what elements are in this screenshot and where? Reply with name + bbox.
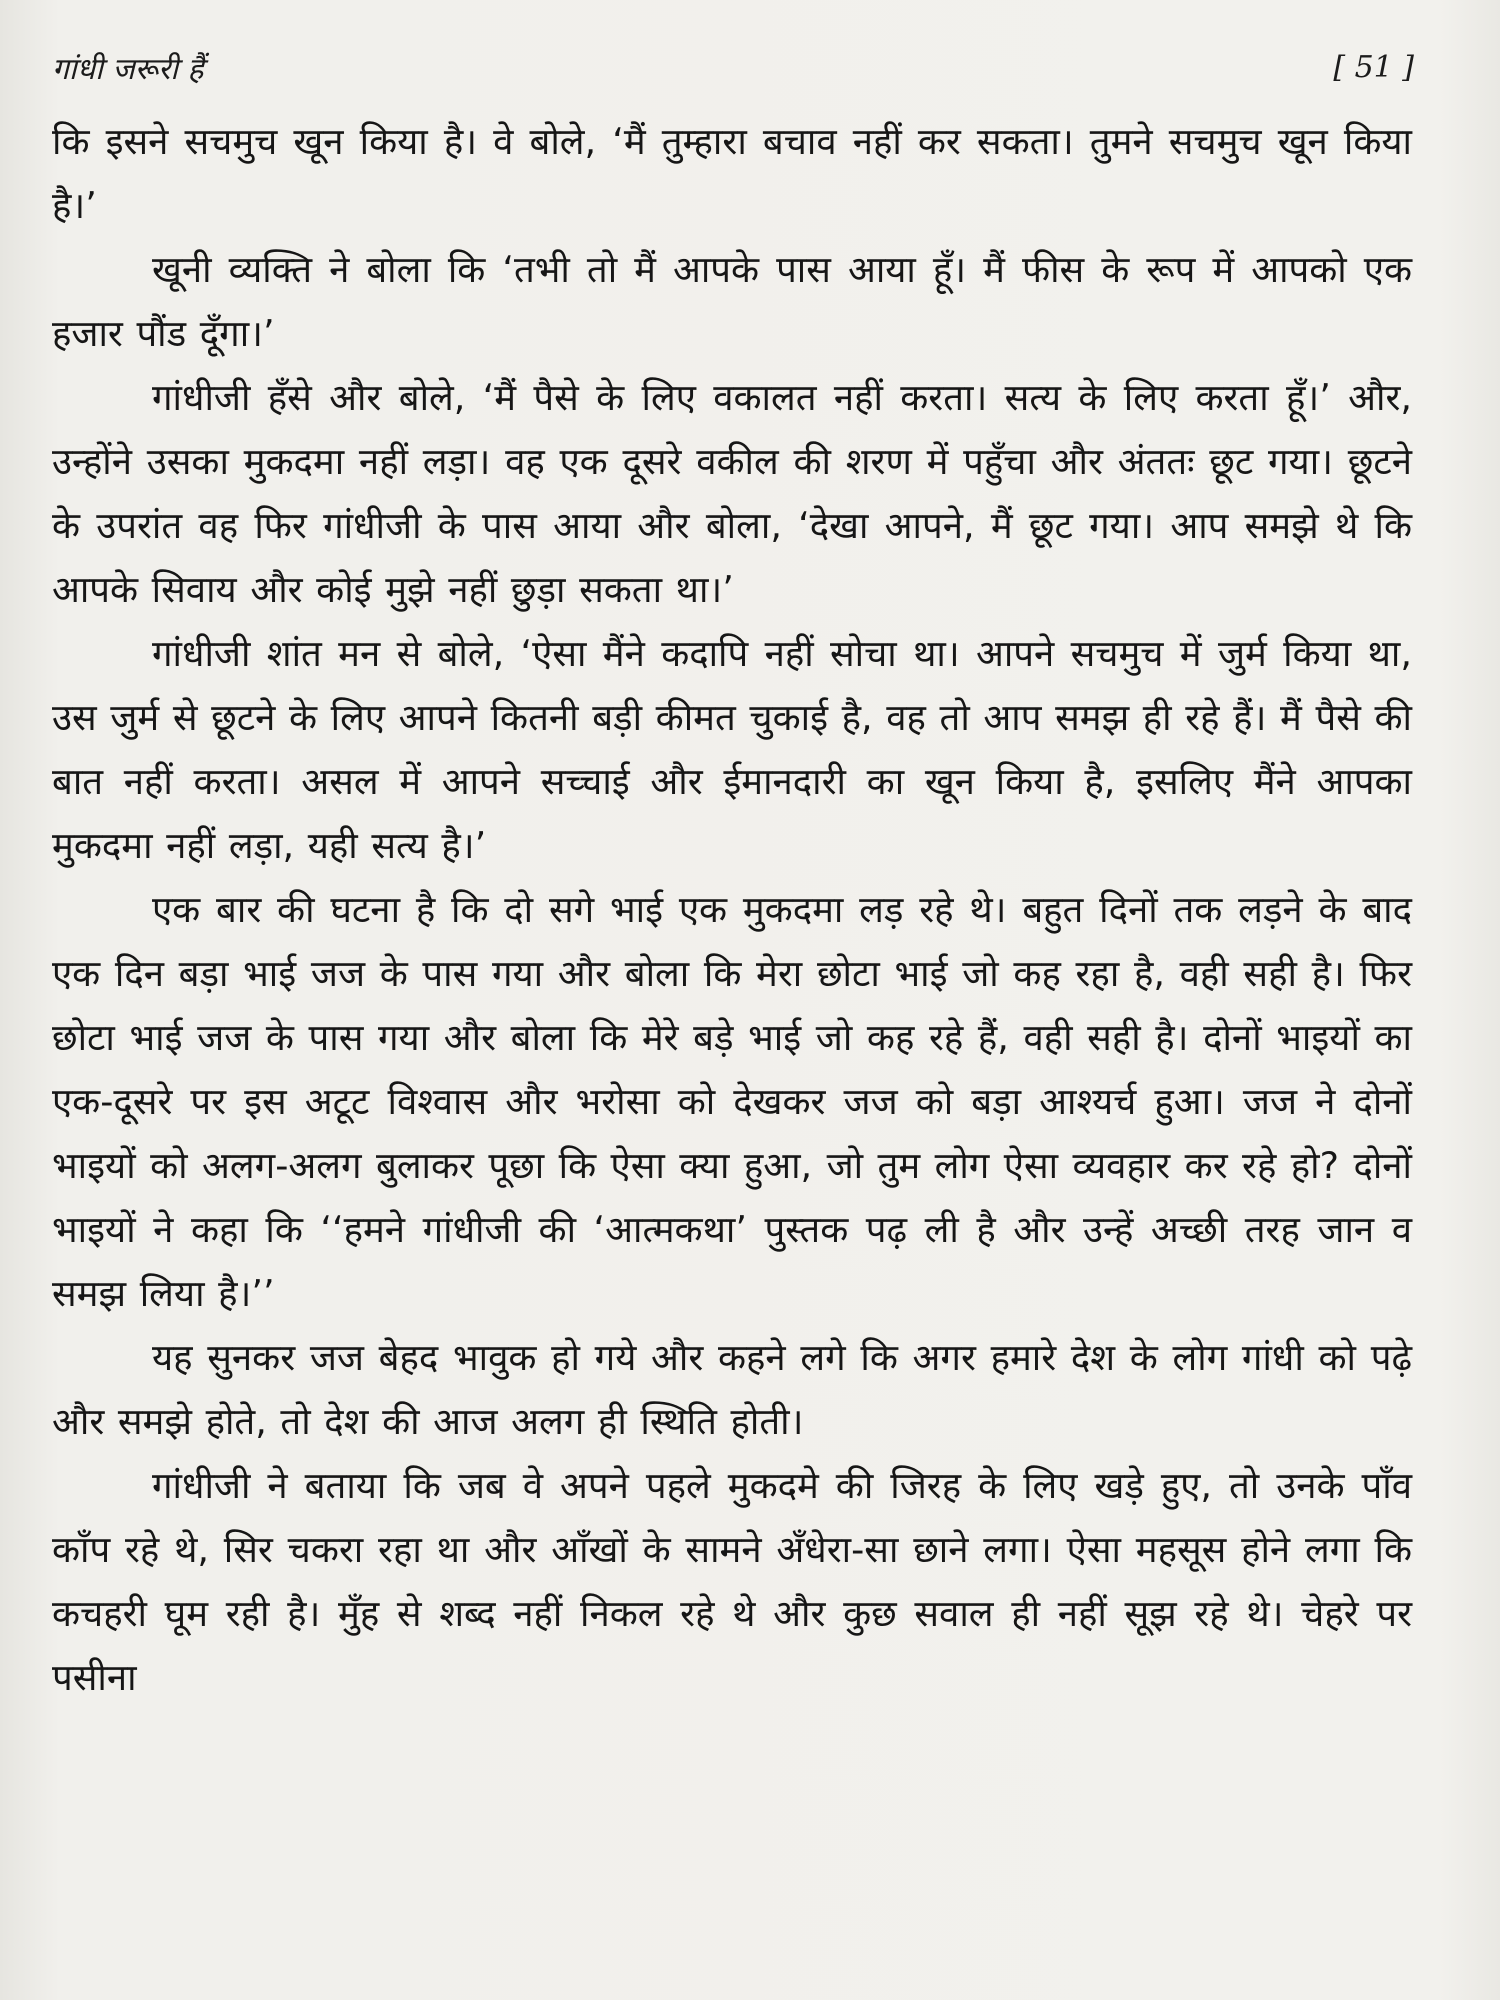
- page-number: [ 51 ]: [1333, 49, 1414, 85]
- paragraph: गांधीजी ने बताया कि जब वे अपने पहले मुकदमे की जिरह के लिए खड़े हुए, तो उनके पाँव काँप रहे थे, सिर चकरा रहा था और आँखों के सामने अँधेरा-सा छाने लगा। ऐसा महसूस होने लगा कि कचहरी घूम रही है। मुँह से शब्द नहीं निकल रहे थे और कुछ सवाल ही नहीं सूझ रहे थे। चेहरे पर पसीना: [52, 1464, 1412, 1699]
- running-title: गांधी जरूरी हैं: [52, 51, 204, 87]
- page-header: [52, 42, 1414, 92]
- paragraph: कि इसने सचमुच खून किया है। वे बोले, ‘मैं तुम्हारा बचाव नहीं कर सकता। तुमने सचमुच खून किया है।’: [52, 120, 1412, 227]
- paragraph: खूनी व्यक्ति ने बोला कि ‘तभी तो मैं आपके पास आया हूँ। मैं फीस के रूप में आपको एक हजार पौंड दूँगा।’: [52, 248, 1412, 355]
- paragraph: गांधीजी शांत मन से बोले, ‘ऐसा मैंने कदापि नहीं सोचा था। आपने सचमुच में जुर्म किया था, उस जुर्म से छूटने के लिए आपने कितनी बड़ी कीमत चुकाई है, वह तो आप समझ ही रहे हैं। मैं पैसे की बात नहीं करता। असल में आपने सच्चाई और ईमानदारी का खून किया है, इसलिए मैंने आपका मुकदमा नहीं लड़ा, यही सत्य है।’: [52, 632, 1412, 867]
- paragraph: यह सुनकर जज बेहद भावुक हो गये और कहने लगे कि अगर हमारे देश के लोग गांधी को पढ़े और समझे होते, तो देश की आज अलग ही स्थिति होती।: [52, 1336, 1412, 1443]
- paragraph: गांधीजी हँसे और बोले, ‘मैं पैसे के लिए वकालत नहीं करता। सत्य के लिए करता हूँ।’ और, उन्होंने उसका मुकदमा नहीं लड़ा। वह एक दूसरे वकील की शरण में पहुँचा और अंततः छूट गया। छूटने के उपरांत वह फिर गांधीजी के पास आया और बोला, ‘देखा आपने, मैं छूट गया। आप समझे थे कि आपके सिवाय और कोई मुझे नहीं छुड़ा सकता था।’: [52, 376, 1412, 611]
- paragraph: एक बार की घटना है कि दो सगे भाई एक मुकदमा लड़ रहे थे। बहुत दिनों तक लड़ने के बाद एक दिन बड़ा भाई जज के पास गया और बोला कि मेरा छोटा भाई जो कह रहा है, वही सही है। फिर छोटा भाई जज के पास गया और बोला कि मेरे बड़े भाई जो कह रहे हैं, वही सही है। दोनों भाइयों का एक-दूसरे पर इस अटूट विश्वास और भरोसा को देखकर जज को बड़ा आश्यर्च हुआ। जज ने दोनों भाइयों को अलग-अलग बुलाकर पूछा कि ऐसा क्या हुआ, जो तुम लोग ऐसा व्यवहार कर रहे हो? दोनों भाइयों ने कहा कि ‘‘हमने गांधीजी की ‘आत्मकथा’ पुस्तक पढ़ ली है और उन्हें अच्छी तरह जान व समझ लिया है।’’: [52, 888, 1412, 1315]
- body-text: [52, 110, 1412, 1710]
